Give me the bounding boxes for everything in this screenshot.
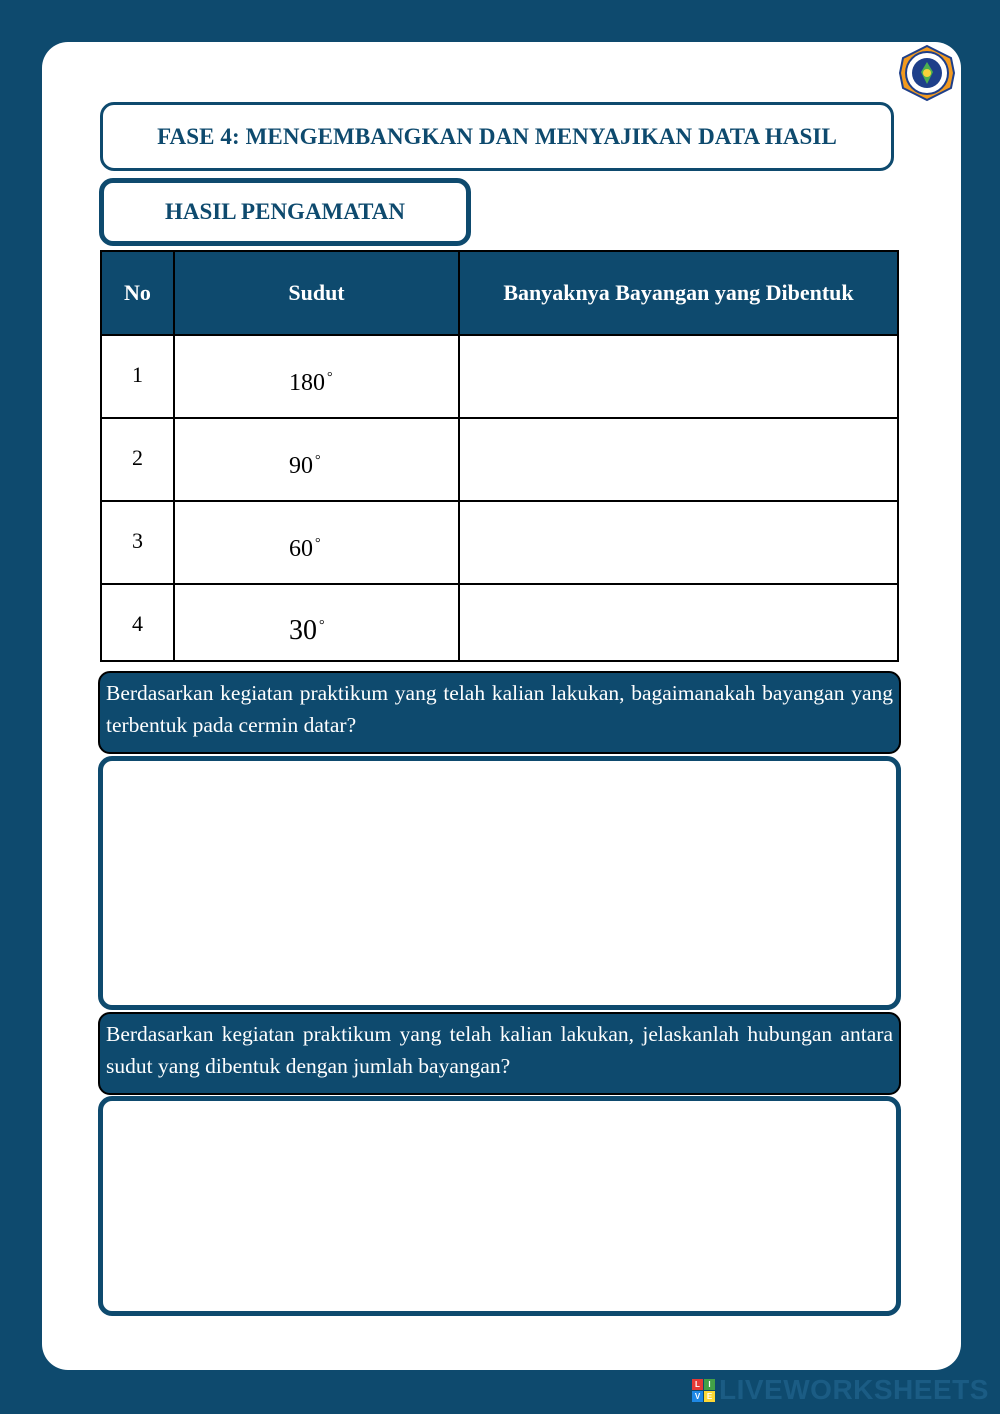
answer-field-2[interactable] [98, 1096, 901, 1316]
question-1: Berdasarkan kegiatan praktikum yang telah kalian lakukan, bagaimanakah bayangan yang terbentuk pada cermin datar? [98, 671, 901, 754]
angle-value: 60 ° [289, 536, 321, 562]
degree-symbol: ° [315, 453, 321, 468]
row-number-cell [101, 335, 174, 418]
section-title: HASIL PENGAMATAN [99, 178, 471, 246]
table-row [101, 418, 898, 501]
answer-field-1[interactable] [98, 756, 901, 1010]
column-header-angle: Sudut [174, 251, 459, 335]
degree-symbol: ° [315, 536, 321, 551]
university-seal-icon [898, 44, 956, 102]
liveworksheets-logo-icon: L I V E [692, 1379, 715, 1402]
column-header-images: Banyaknya Bayangan yang Dibentuk [459, 251, 898, 335]
phase-title: FASE 4: MENGEMBANGKAN DAN MENYAJIKAN DATA HASIL [100, 102, 894, 171]
degree-symbol: ° [319, 617, 325, 633]
angle-value: 30 ° [289, 615, 325, 646]
angle-value: 180 ° [289, 370, 333, 396]
brand-text: LIVEWORKSHEETS [719, 1374, 989, 1405]
row-number-cell [101, 501, 174, 584]
degree-symbol: ° [327, 370, 333, 385]
question-2: Berdasarkan kegiatan praktikum yang telah kalian lakukan, jelaskanlah hubungan antara sudut yang dibentuk dengan jumlah bayangan? [98, 1012, 901, 1095]
row-number: 1 [132, 362, 143, 387]
liveworksheets-watermark [692, 1375, 989, 1405]
row-number-cell [101, 418, 174, 501]
row-number: 4 [132, 611, 143, 636]
image-count-answer-field[interactable] [459, 418, 898, 501]
row-number: 2 [132, 445, 143, 470]
angle-cell [174, 418, 459, 501]
angle-cell [174, 584, 459, 661]
table-row [101, 501, 898, 584]
image-count-answer-field[interactable] [459, 584, 898, 661]
table-row [101, 584, 898, 661]
observation-table [100, 250, 899, 662]
row-number-cell [101, 584, 174, 661]
row-number: 3 [132, 528, 143, 553]
image-count-answer-field[interactable] [459, 501, 898, 584]
image-count-answer-field[interactable] [459, 335, 898, 418]
table-header-row [101, 251, 898, 335]
column-header-no: No [101, 251, 174, 335]
angle-value: 90 ° [289, 453, 321, 479]
angle-cell [174, 501, 459, 584]
table-row [101, 335, 898, 418]
angle-cell [174, 335, 459, 418]
